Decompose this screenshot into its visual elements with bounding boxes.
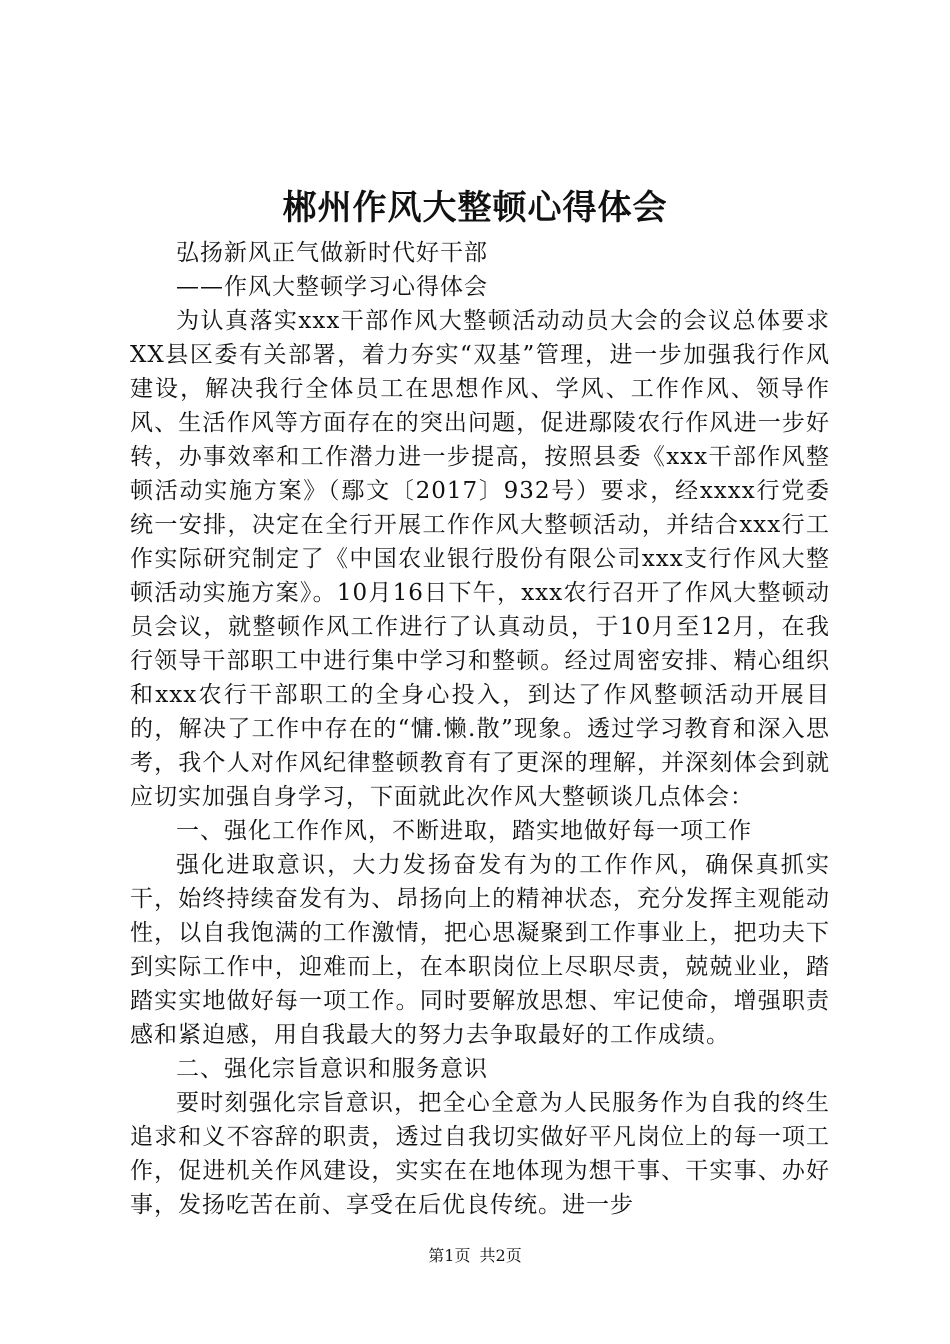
section-1-heading: 一、强化工作作风，不断进取，踏实地做好每一项工作 (176, 818, 752, 844)
section-1-paragraph: 强化进取意识，大力发扬奋发有为的工作作风，确保真抓实干，始终持续奋发有为、昂扬向上的精神状态，充分发挥主观能动性，以自我饱满的工作激情，把心思凝聚到工作事业上，把功夫下到实际工作中，迎难而上，在本职岗位上尽职尽责，兢兢业业，踏踏实实地做好每一项工作。同时要解放思想、牢记使命，增强职责感和紧迫感，用自我最大的努力去争取最好的工作成绩。 (130, 852, 830, 1048)
page-footer (0, 1246, 950, 1266)
page-total: 共2页 (479, 1246, 522, 1265)
subtitle: 弘扬新风正气做新时代好干部 (176, 240, 488, 266)
section-2-heading: 二、强化宗旨意识和服务意识 (176, 1056, 488, 1082)
page-number: 第1页 (428, 1246, 471, 1265)
document-title: 郴州作风大整顿心得体会 (282, 188, 668, 228)
intro-paragraph: 为认真落实xxx干部作风大整顿活动动员大会的会议总体要求XX县区委有关部署，着力夯实“双基”管理，进一步加强我行作风建设，解决我行全体员工在思想作风、学风、工作作风、领导作风、生活作风等方面存在的突出问题，促进鄢陵农行作风进一步好转，办事效率和工作潜力进一步提高，按照县委《xxx干部作风整顿活动实施方案》（鄢文〔2017〕932号）要求，经xxxx行党委统一安排，决定在全行开展工作作风大整顿活动，并结合xxx行工作实际研究制定了《中国农业银行股份有限公司xxx支行作风大整顿活动实施方案》。10月16日下午，xxx农行召开了作风大整顿动员会议，就整顿作风工作进行了认真动员，于10月至12月，在我行领导干部职工中进行集中学习和整顿。经过周密安排、精心组织和xxx农行干部职工的全身心投入，到达了作风整顿活动开展目的，解决了工作中存在的“慵.懒.散”现象。透过学习教育和深入思考，我个人对作风纪律整顿教育有了更深的理解，并深刻体会到就应切实加强自身学习，下面就此次作风大整顿谈几点体会： (130, 308, 830, 810)
document-body (130, 236, 830, 1222)
section-2-paragraph: 要时刻强化宗旨意识，把全心全意为人民服务作为自我的终生追求和义不容辞的职责，透过自我切实做好平凡岗位上的每一项工作，促进机关作风建设，实实在在地体现为想干事、干实事、办好事，发扬吃苦在前、享受在后优良传统。进一步 (130, 1090, 830, 1218)
subtitle-secondary: ——作风大整顿学习心得体会 (176, 274, 488, 300)
